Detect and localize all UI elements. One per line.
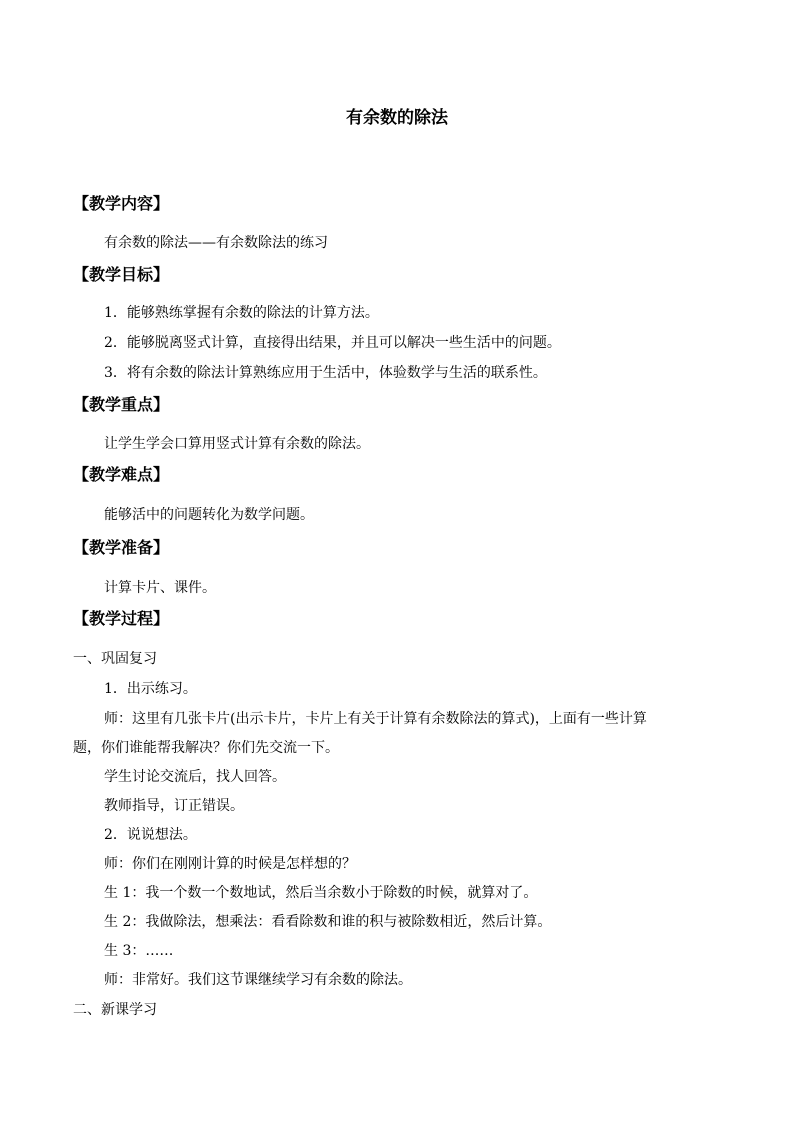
- goal-item-2: 2．能够脱离竖式计算，直接得出结果，并且可以解决一些生活中的问题。: [104, 335, 561, 351]
- goal-item-3: 3．将有余数的除法计算熟练应用于生活中，体验数学与生活的联系性。: [104, 365, 547, 381]
- content-text: 有余数的除法——有余数除法的练习: [104, 235, 328, 251]
- heading-process: 【教学过程】: [73, 609, 170, 628]
- key-text: 让学生学会口算用竖式计算有余数的除法。: [104, 436, 370, 452]
- teacher-line-3: 师：你们在刚刚计算的时候是怎样想的？: [104, 856, 356, 872]
- student-3: 生 3：……: [104, 943, 174, 959]
- teacher-line-1b: 题，你们谁能帮我解决？你们先交流一下。: [73, 740, 339, 756]
- students-line-1: 学生讨论交流后，找人回答。: [104, 769, 286, 785]
- page-title: 有余数的除法: [346, 108, 448, 128]
- difficulty-text: 能够活中的问题转化为数学问题。: [104, 507, 314, 523]
- student-2: 生 2：我做除法，想乘法：看看除数和谁的积与被除数相近，然后计算。: [104, 914, 552, 930]
- process-part-2: 二、新课学习: [73, 1002, 157, 1018]
- process-part-1: 一、巩固复习: [73, 651, 157, 667]
- process-step-2: 2．说说想法。: [104, 827, 197, 843]
- heading-prep: 【教学准备】: [73, 538, 170, 557]
- teacher-line-1a: 师：这里有几张卡片(出示卡片，卡片上有关于计算有余数除法的算式)，上面有一些计算: [104, 711, 647, 727]
- heading-goals: 【教学目标】: [73, 265, 170, 284]
- teacher-line-2: 教师指导，订正错误。: [104, 798, 244, 814]
- prep-text: 计算卡片、课件。: [104, 580, 216, 596]
- heading-difficulty: 【教学难点】: [73, 465, 170, 484]
- goal-item-1: 1．能够熟练掌握有余数的除法的计算方法。: [104, 305, 379, 321]
- heading-key: 【教学重点】: [73, 395, 170, 414]
- heading-content: 【教学内容】: [73, 194, 170, 213]
- teacher-line-4: 师：非常好。我们这节课继续学习有余数的除法。: [104, 972, 412, 988]
- student-1: 生 1：我一个数一个数地试，然后当余数小于除数的时候，就算对了。: [104, 885, 538, 901]
- process-step-1: 1．出示练习。: [104, 681, 197, 697]
